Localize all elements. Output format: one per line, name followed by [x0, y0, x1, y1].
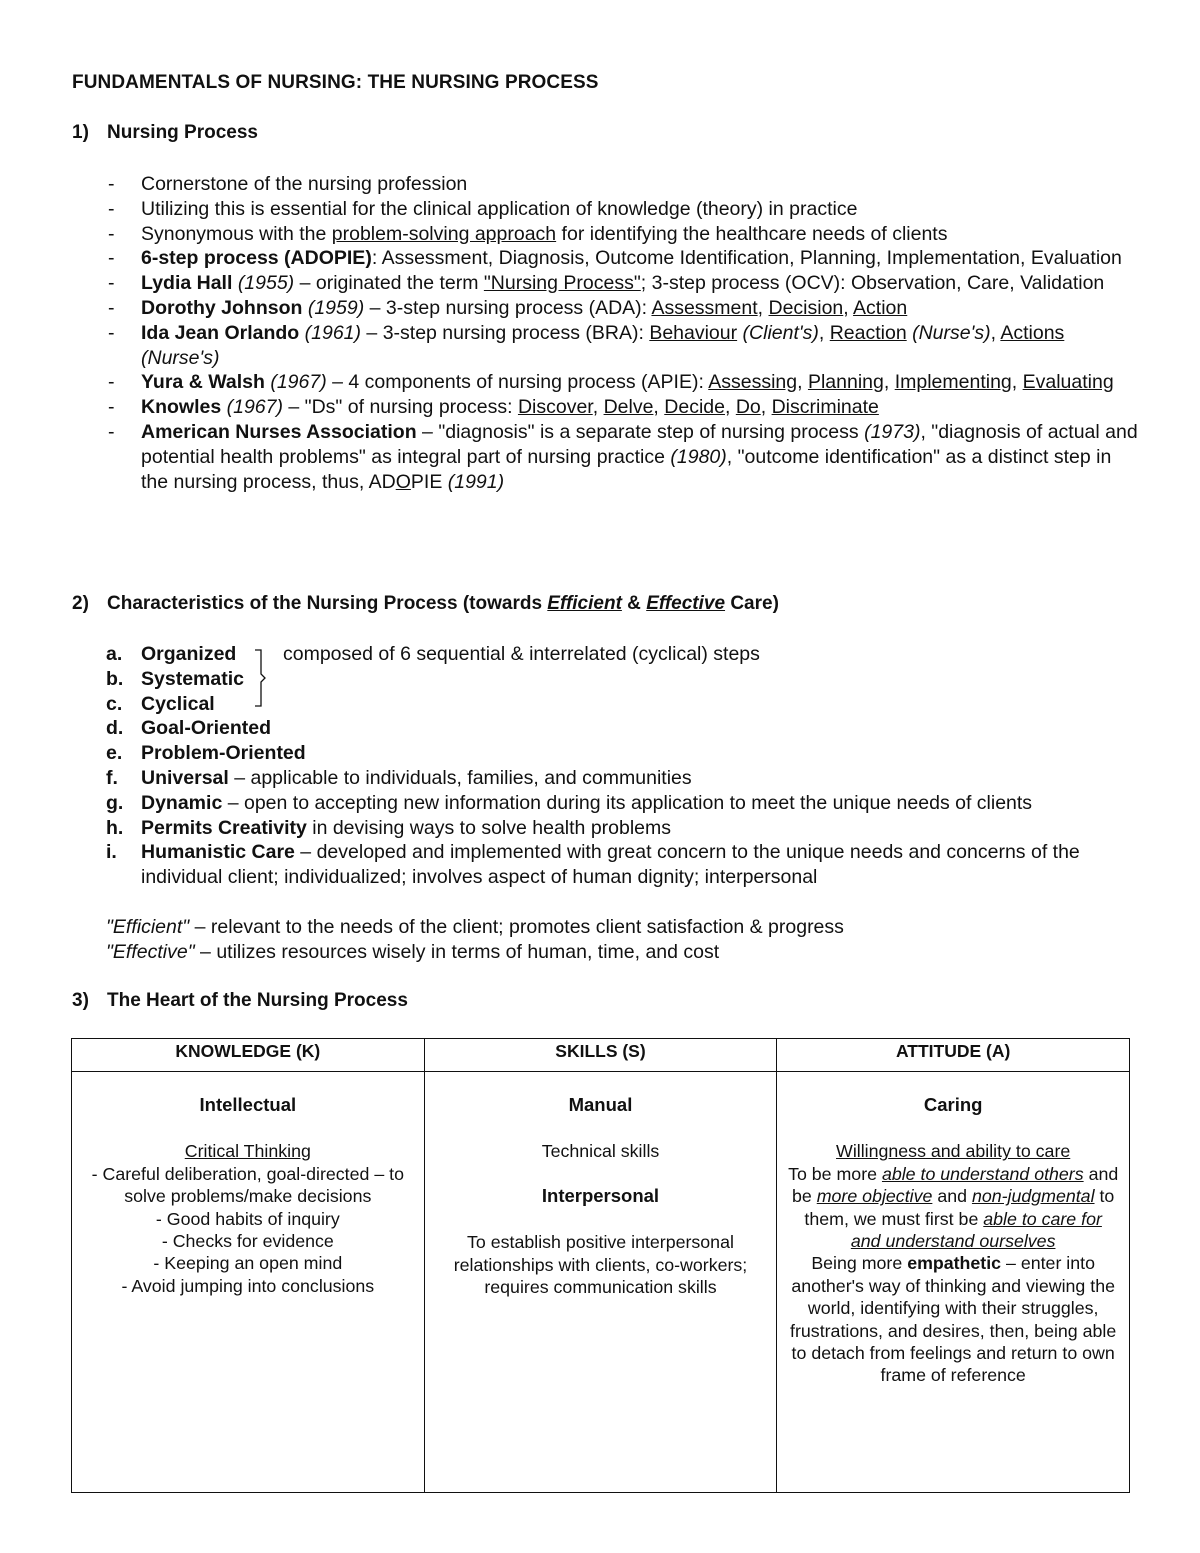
section-1-heading — [72, 122, 258, 144]
section-number: 2) — [72, 593, 89, 614]
list-item: g. Dynamic – open to accepting new information during its application to meet the unique needs of clients — [106, 791, 1033, 814]
list-item: b. Systematic — [106, 667, 244, 690]
effective-definition: "Effective" – utilizes resources wisely in terms of human, time, and cost — [106, 940, 720, 963]
list-item: h. Permits Creativity in devising ways to solve health problems — [106, 816, 672, 839]
table-header-row — [72, 1039, 1130, 1072]
section-number: 3) — [72, 990, 89, 1011]
list-item: d. Goal-Oriented — [106, 717, 272, 740]
right-brace-icon — [252, 648, 266, 708]
bracket-note: composed of 6 sequential & interrelated (cyclical) steps — [283, 643, 760, 665]
column-header-knowledge: KNOWLEDGE (K) — [72, 1039, 425, 1072]
list-item: a. Organized — [106, 643, 237, 665]
list-item: - 6-step process (ADOPIE): Assessment, Diagnosis, Outcome Identification, Planning, Implementation, Evaluation — [108, 247, 1122, 270]
list-item: i. Humanistic Care – developed and implemented with great concern to the unique needs and concerns of the individual client; individualized; involves aspect of human dignity; interpersonal — [106, 841, 1080, 889]
list-item: - Utilizing this is essential for the clinical application of knowledge (theory) in practice — [108, 197, 858, 220]
skills-cell: Manual Technical skills Interpersonal To establish positive interpersonal relationships with clients, co-workers; requires communication skills — [424, 1072, 777, 1493]
list-item: - Knowles (1967) – "Ds" of nursing process: Discover, Delve, Decide, Do, Discriminate — [108, 396, 879, 419]
section-3-heading — [72, 990, 408, 1012]
list-item: - Synonymous with the problem-solving approach for identifying the healthcare needs of clients — [108, 222, 948, 245]
heart-of-nursing-table — [71, 1038, 1130, 1493]
knowledge-cell: Intellectual Critical Thinking - Careful deliberation, goal-directed – to solve problems/make decisions - Good habits of inquiry - Checks for evidence - Keeping an open mind - Avoid jumping into conclusions — [72, 1072, 425, 1493]
table-row — [72, 1072, 1130, 1493]
column-header-attitude: ATTITUDE (A) — [777, 1039, 1130, 1072]
attitude-cell: Caring Willingness and ability to care To be more able to understand others and be more objective and non-judgmental to them, we must first be able to care for and understand ourselves Being more empathetic – enter into another's way of thinking and viewing the world, identifying with their struggles, frustrations, and desires, then, being able to detach from feelings and return to own frame of reference — [777, 1072, 1130, 1493]
efficient-definition: "Efficient" – relevant to the needs of the client; promotes client satisfaction & progress — [106, 916, 844, 938]
list-item: - Cornerstone of the nursing profession — [108, 173, 468, 195]
list-item: - Yura & Walsh (1967) – 4 components of nursing process (APIE): Assessing, Planning, Implementing, Evaluating — [108, 371, 1114, 394]
section-2-heading: 2) Characteristics of the Nursing Process (towards Efficient & Effective Care) — [72, 593, 779, 614]
section-number: 1) — [72, 122, 89, 143]
column-header-skills: SKILLS (S) — [424, 1039, 777, 1072]
list-item: - Ida Jean Orlando (1961) – 3-step nursing process (BRA): Behaviour (Client's), Reaction (Nurse's), Actions (Nurse's) — [108, 321, 1065, 369]
document-title: FUNDAMENTALS OF NURSING: THE NURSING PROCESS — [72, 72, 599, 93]
list-item: - American Nurses Association – "diagnosis" is a separate step of nursing process (1973), "diagnosis of actual and potential health problems" as integral part of nursing practice (1980), "outcome identification" as a distinct step in the nursing process, thus, ADOPIE (1991) — [108, 420, 1138, 493]
list-item: - Dorothy Johnson (1959) – 3-step nursing process (ADA): Assessment, Decision, Action — [108, 296, 908, 319]
definitions — [106, 915, 844, 965]
section-title: Nursing Process — [107, 122, 258, 143]
list-item: c. Cyclical — [106, 692, 215, 715]
nursing-process-list — [108, 172, 1138, 494]
list-item: e. Problem-Oriented — [106, 742, 306, 765]
section-title: The Heart of the Nursing Process — [107, 990, 408, 1011]
list-item: - Lydia Hall (1955) – originated the term "Nursing Process"; 3-step process (OCV): Observation, Care, Validation — [108, 272, 1105, 295]
list-item: f. Universal – applicable to individuals, families, and communities — [106, 766, 692, 789]
